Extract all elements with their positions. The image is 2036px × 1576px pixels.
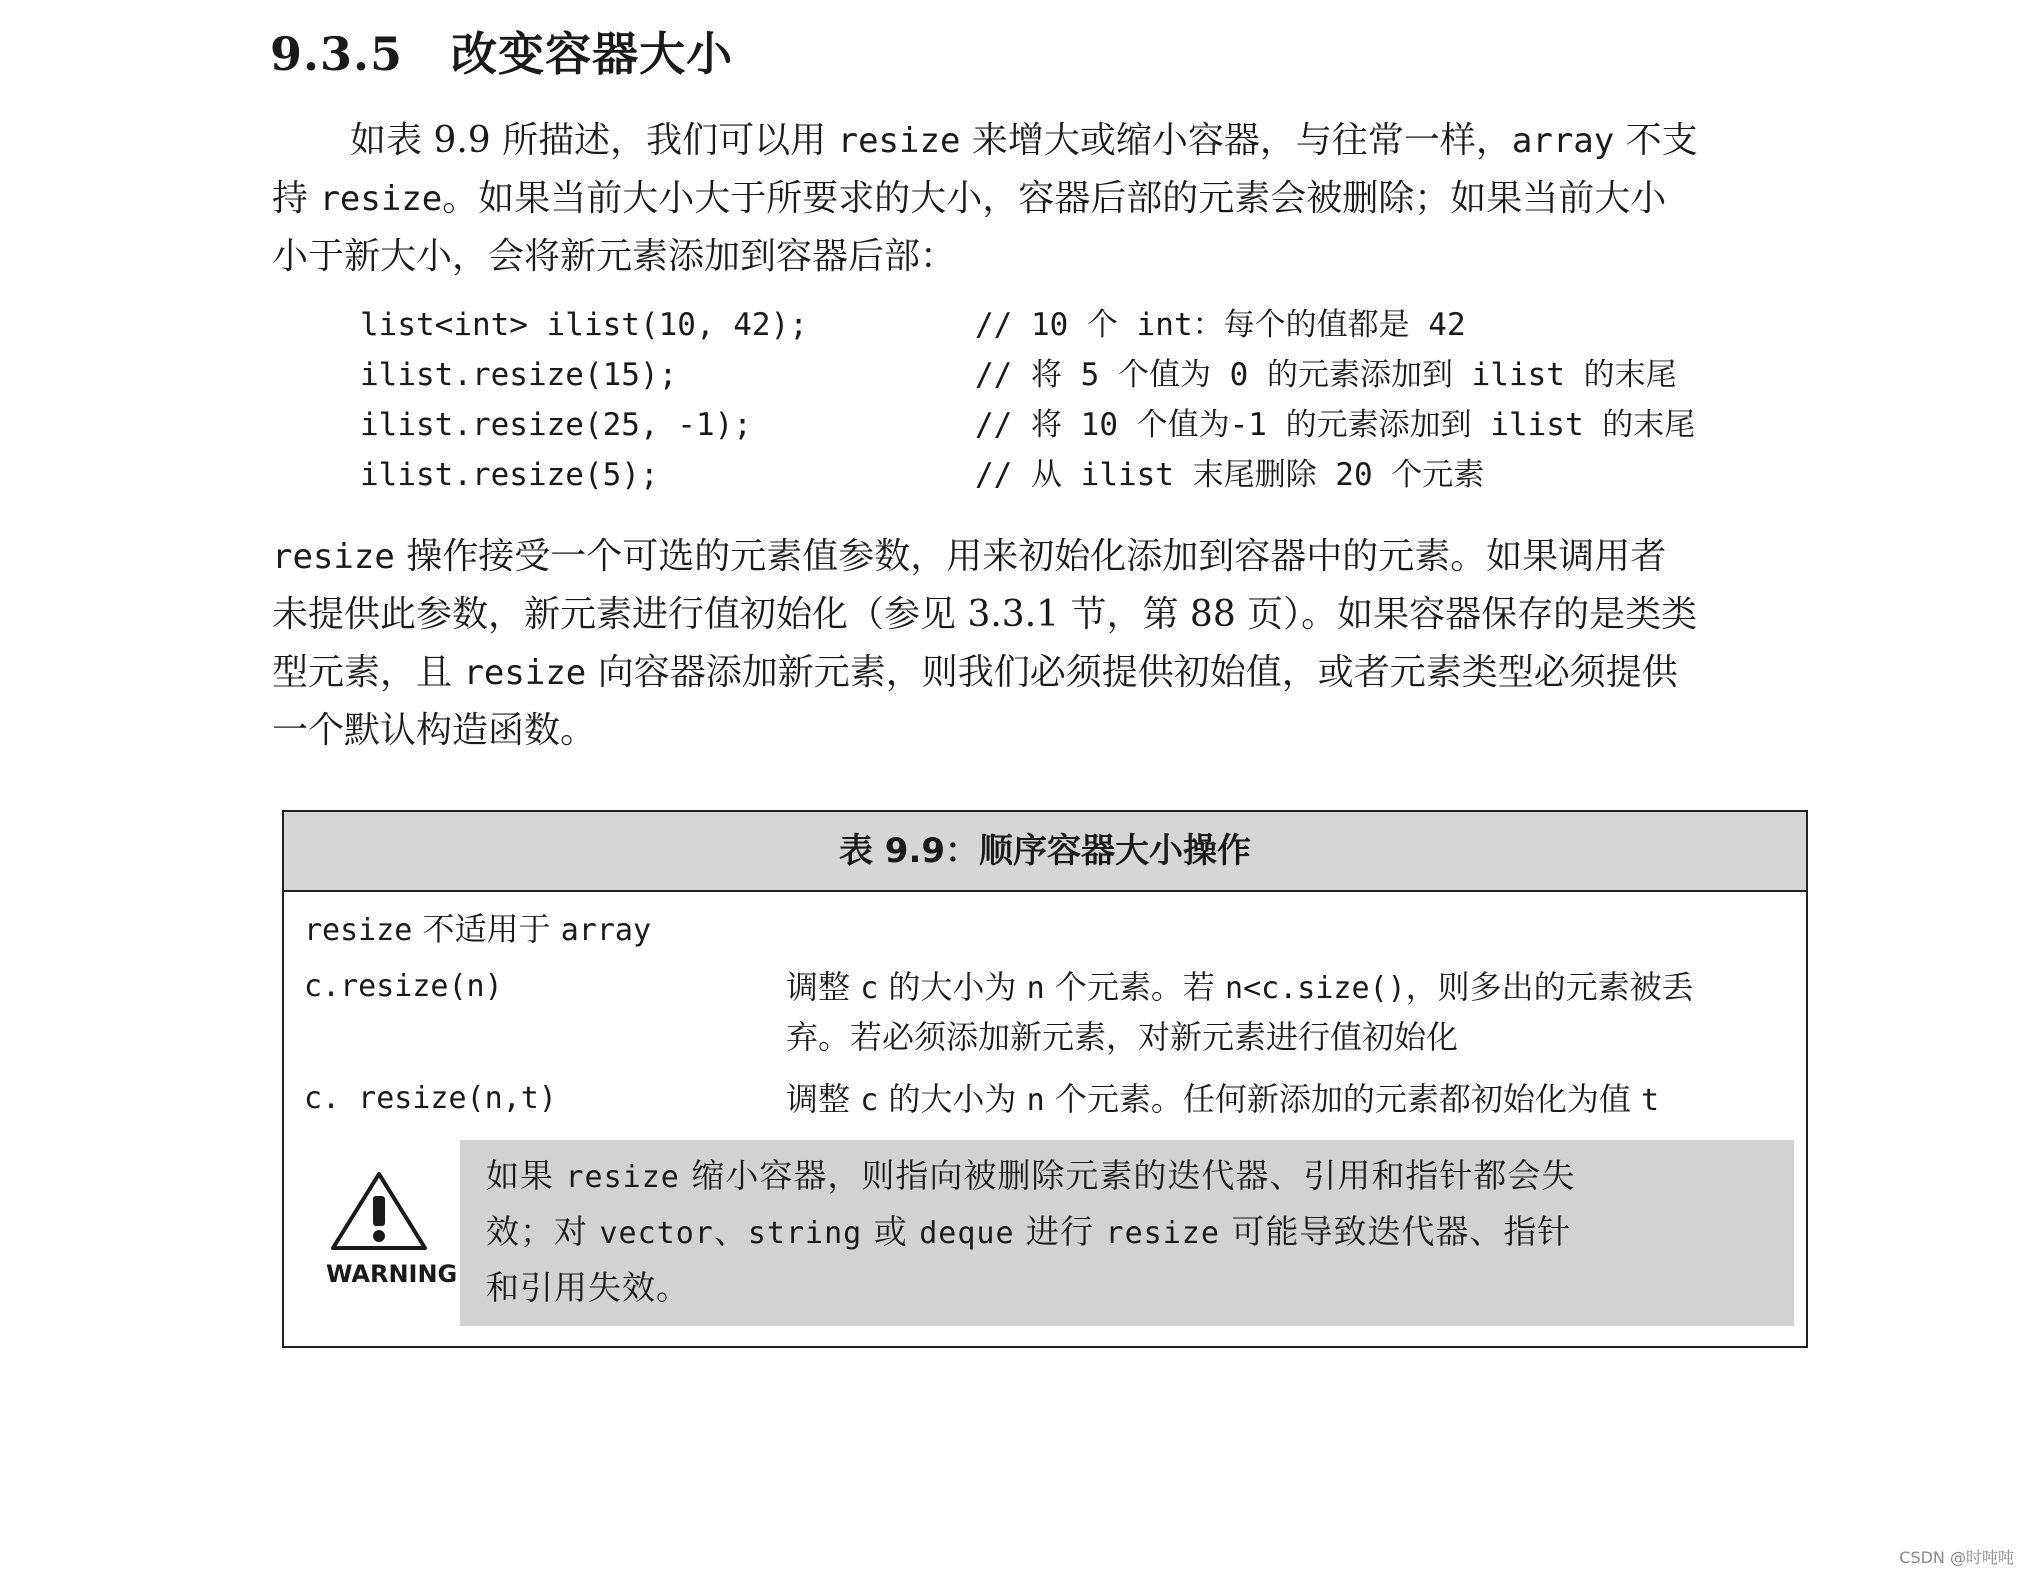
code-comment-1: // 10 个 int：每个的值都是 42 — [975, 307, 1466, 343]
table-caption: 表 9.9：顺序容器大小操作 — [284, 812, 1806, 892]
warning-box — [460, 1140, 1794, 1326]
warning-line-1: 如果 resize 缩小容器，则指向被删除元素的迭代器、引用和指针都会失 — [486, 1156, 1576, 1195]
para1-line-3: 小于新大小，会将新元素添加到容器后部： — [272, 236, 957, 277]
table-row-1-op: c.resize(n) — [304, 969, 503, 1004]
section-title: 改变容器大小 — [451, 27, 734, 81]
para2-line-4: 一个默认构造函数。 — [272, 710, 597, 751]
para2-line-1: resize 操作接受一个可选的元素值参数，用来初始化添加到容器中的元素。如果调用者 — [272, 536, 1667, 577]
code-line-1: list<int> ilist(10, 42); — [360, 307, 808, 343]
watermark-footer: CSDN @时吨吨 — [1899, 1548, 2014, 1567]
code-comment-3: // 将 10 个值为-1 的元素添加到 ilist 的末尾 — [975, 407, 1696, 443]
section-heading — [270, 18, 733, 84]
code-line-4: ilist.resize(5); — [360, 457, 659, 493]
para2-line-3: 型元素，且 resize 向容器添加新元素，则我们必须提供初始值，或者元素类型必须提供 — [272, 652, 1678, 693]
warning-icon — [328, 1170, 430, 1258]
warning-line-3: 和引用失效。 — [486, 1268, 690, 1307]
code-comment-4: // 从 ilist 末尾删除 20 个元素 — [975, 457, 1485, 493]
table-9-9 — [282, 810, 1808, 1348]
para1-line-1: 如表 9.9 所描述，我们可以用 resize 来增大或缩小容器，与往常一样，array 不支 — [350, 120, 1698, 161]
section-number: 9.3.5 — [270, 27, 404, 81]
code-comment-2: // 将 5 个值为 0 的元素添加到 ilist 的末尾 — [975, 357, 1677, 393]
warning-label: WARNING — [326, 1260, 458, 1288]
table-note: resize 不适用于 array — [304, 910, 652, 948]
code-line-2: ilist.resize(15); — [360, 357, 678, 393]
para2-line-2: 未提供此参数，新元素进行值初始化（参见 3.3.1 节，第 88 页）。如果容器保存的是类类 — [272, 594, 1698, 635]
code-line-3: ilist.resize(25, -1); — [360, 407, 752, 443]
table-row-2-op: c. resize(n,t) — [304, 1081, 557, 1116]
table-row-1-desc-line-1: 调整 c 的大小为 n 个元素。若 n<c.size()，则多出的元素被丢 — [786, 968, 1694, 1006]
para1-line-2: 持 resize。如果当前大小大于所要求的大小，容器后部的元素会被删除；如果当前大小 — [272, 178, 1667, 219]
table-row-1-desc-line-2: 弃。若必须添加新元素，对新元素进行值初始化 — [786, 1018, 1459, 1056]
warning-line-2: 效；对 vector、string 或 deque 进行 resize 可能导致迭代器、指针 — [486, 1212, 1572, 1251]
table-row-2-desc: 调整 c 的大小为 n 个元素。任何新添加的元素都初始化为值 t — [786, 1080, 1660, 1118]
